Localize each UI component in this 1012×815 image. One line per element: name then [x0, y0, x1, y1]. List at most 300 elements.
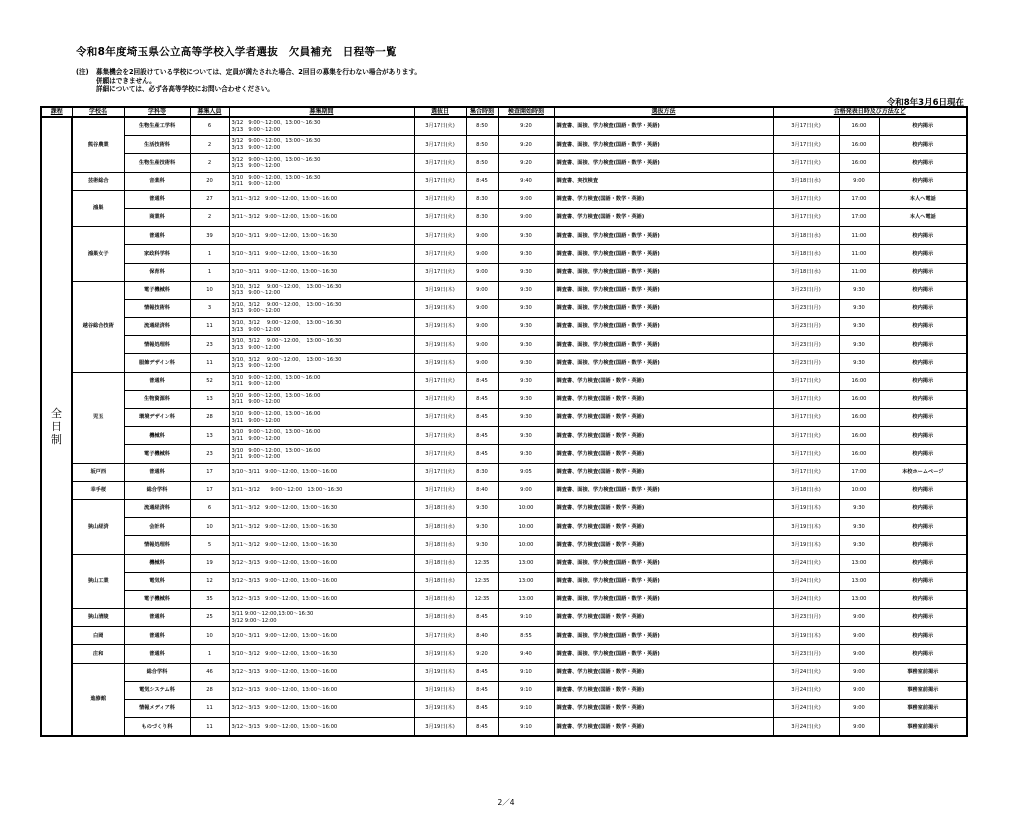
application-period	[229, 445, 414, 463]
period-line: 3/11～3/12 9:00～12:00、13:00～16:00	[231, 196, 338, 203]
exam-date: 3月18日(水)	[414, 609, 466, 627]
announcement-time: 13:00	[839, 572, 879, 590]
exam-start-time: 9:30	[498, 427, 554, 445]
capacity: 10	[190, 627, 229, 645]
announcement-date: 3月18日(水)	[773, 172, 839, 190]
table-row	[41, 645, 967, 663]
assembly-time: 9:20	[466, 645, 498, 663]
department: 生物資源科	[124, 390, 190, 408]
capacity: 39	[190, 227, 229, 245]
table-row	[41, 463, 967, 481]
selection-method: 調査書、面接、学力検査(国語・数学・英語)	[554, 136, 773, 154]
announcement-time: 16:00	[839, 427, 879, 445]
announcement-time: 9:00	[839, 645, 879, 663]
capacity: 6	[190, 499, 229, 517]
period-line: 3/13 9:00～12:00	[231, 308, 281, 315]
table-row	[41, 681, 967, 699]
application-period	[229, 518, 414, 536]
announcement-time: 9:30	[839, 281, 879, 299]
announcement-date: 3月17日(火)	[773, 463, 839, 481]
exam-date: 3月17日(火)	[414, 208, 466, 226]
exam-date: 3月17日(火)	[414, 190, 466, 208]
capacity: 2	[190, 154, 229, 172]
application-period	[229, 227, 414, 245]
period-line: 3/13 9:00～12:00	[231, 363, 281, 370]
capacity: 35	[190, 590, 229, 608]
exam-date: 3月19日(木)	[414, 645, 466, 663]
announcement-time: 11:00	[839, 263, 879, 281]
table-row	[41, 372, 967, 390]
department: 電子機械科	[124, 445, 190, 463]
department: ものづくり科	[124, 718, 190, 737]
exam-start-time: 9:10	[498, 718, 554, 737]
page-indicator: 2／4	[497, 798, 515, 807]
announcement-method: 校内掲示	[879, 318, 967, 336]
period-line: 3/10、3/12 9:00～12:00、 13:00～16:30	[231, 338, 342, 345]
exam-date: 3月18日(水)	[414, 518, 466, 536]
header-period: 募集期間	[229, 107, 414, 117]
notes	[76, 68, 421, 94]
announcement-method: 校内掲示	[879, 281, 967, 299]
period-line: 3/12～3/13 9:00～12:00、13:00～16:00	[231, 669, 338, 676]
school-name: 熊谷農業	[72, 117, 124, 172]
exam-date: 3月18日(水)	[414, 572, 466, 590]
assembly-time: 9:00	[466, 354, 498, 372]
announcement-method: 校内掲示	[879, 445, 967, 463]
announcement-time: 9:00	[839, 609, 879, 627]
table-row	[41, 227, 967, 245]
announcement-method: 校内掲示	[879, 554, 967, 572]
table-row	[41, 663, 967, 681]
announcement-method: 校内掲示	[879, 172, 967, 190]
department: 流通経済科	[124, 499, 190, 517]
department: 総合学科	[124, 481, 190, 499]
department: 流通経済科	[124, 318, 190, 336]
application-period	[229, 681, 414, 699]
course-cell	[41, 117, 72, 736]
period-line: 3/12～3/13 9:00～12:00、13:00～16:00	[231, 596, 338, 603]
header-department: 学科等	[124, 107, 190, 117]
announcement-time: 16:00	[839, 390, 879, 408]
exam-date: 3月18日(水)	[414, 499, 466, 517]
note-label: (注)	[76, 68, 89, 76]
capacity: 28	[190, 409, 229, 427]
table-row	[41, 518, 967, 536]
assembly-time: 9:00	[466, 299, 498, 317]
announcement-method: 事務室前掲示	[879, 700, 967, 718]
application-period	[229, 663, 414, 681]
capacity: 5	[190, 536, 229, 554]
period-line: 3/12～3/13 9:00～12:00、13:00～16:00	[231, 687, 338, 694]
capacity: 10	[190, 518, 229, 536]
announcement-date: 3月24日(火)	[773, 700, 839, 718]
selection-method: 調査書、学力検査(国語・数学・英語)	[554, 445, 773, 463]
application-period	[229, 299, 414, 317]
announcement-method: 校内掲示	[879, 117, 967, 136]
table-row	[41, 499, 967, 517]
announcement-date: 3月17日(火)	[773, 208, 839, 226]
announcement-method: 校内掲示	[879, 499, 967, 517]
department: 普通科	[124, 609, 190, 627]
school-name: 白岡	[72, 627, 124, 645]
assembly-time: 8:50	[466, 117, 498, 136]
exam-start-time: 9:10	[498, 663, 554, 681]
school-name: 坂戸西	[72, 463, 124, 481]
school-name: 庄和	[72, 645, 124, 663]
announcement-method: 校内掲示	[879, 427, 967, 445]
exam-date: 3月17日(火)	[414, 463, 466, 481]
exam-start-time: 13:00	[498, 572, 554, 590]
exam-start-time: 9:30	[498, 299, 554, 317]
capacity: 25	[190, 609, 229, 627]
period-line: 3/10～3/11 9:00～12:00、13:00～16:00	[231, 632, 338, 639]
period-line: 3/12 9:00～12:00、13:00～16:30	[231, 120, 321, 127]
period-line: 3/11～3/12 9:00～12:00、13:00～16:00	[231, 214, 338, 221]
announcement-time: 9:00	[839, 172, 879, 190]
period-line: 3/13 9:00～12:00	[231, 326, 281, 333]
announcement-time: 11:00	[839, 245, 879, 263]
announcement-time: 9:30	[839, 536, 879, 554]
table-row	[41, 445, 967, 463]
application-period	[229, 372, 414, 390]
header-exam-start: 検査開始時刻	[498, 107, 554, 117]
table-row	[41, 390, 967, 408]
announcement-date: 3月17日(火)	[773, 390, 839, 408]
announcement-date: 3月17日(火)	[773, 372, 839, 390]
header-announcement: 合格発表日時及び方法など	[773, 107, 967, 117]
announcement-time: 9:30	[839, 354, 879, 372]
assembly-time: 9:00	[466, 281, 498, 299]
capacity: 11	[190, 700, 229, 718]
period-line: 3/12～3/13 9:00～12:00、13:00～16:00	[231, 723, 338, 730]
selection-method: 調査書、学力検査(国語・数学・英語)	[554, 609, 773, 627]
exam-start-time: 9:30	[498, 409, 554, 427]
announcement-date: 3月18日(水)	[773, 481, 839, 499]
exam-start-time: 10:00	[498, 499, 554, 517]
announcement-date: 3月19日(木)	[773, 627, 839, 645]
assembly-time: 8:50	[466, 154, 498, 172]
exam-date: 3月17日(火)	[414, 154, 466, 172]
application-period	[229, 463, 414, 481]
capacity: 2	[190, 136, 229, 154]
capacity: 12	[190, 572, 229, 590]
announcement-date: 3月23日(月)	[773, 318, 839, 336]
period-line: 3/11 9:00～12:00	[231, 417, 281, 424]
period-line: 3/11 9:00～12:00	[231, 399, 281, 406]
announcement-method: 校内掲示	[879, 645, 967, 663]
school-name: 進修館	[72, 663, 124, 736]
assembly-time: 8:45	[466, 609, 498, 627]
course-char: 日	[51, 420, 62, 434]
exam-date: 3月17日(火)	[414, 245, 466, 263]
application-period	[229, 536, 414, 554]
period-line: 3/10、3/12 9:00～12:00、 13:00～16:30	[231, 320, 342, 327]
announcement-date: 3月17日(火)	[773, 136, 839, 154]
selection-method: 調査書、面接、学力検査(国語・数学・英語)	[554, 263, 773, 281]
department: 商業科	[124, 208, 190, 226]
assembly-time: 8:45	[466, 718, 498, 737]
department: 会計科	[124, 518, 190, 536]
selection-method: 調査書、面接、学力検査(国語・数学・英語)	[554, 154, 773, 172]
period-line: 3/10～3/11 9:00～12:00、13:00～16:30	[231, 250, 338, 257]
table-row	[41, 208, 967, 226]
table-row	[41, 718, 967, 737]
selection-method: 調査書、学力検査(国語・数学・英語)	[554, 718, 773, 737]
announcement-date: 3月17日(火)	[773, 409, 839, 427]
exam-start-time: 9:30	[498, 390, 554, 408]
school-name: 狭山工業	[72, 554, 124, 609]
period-line: 3/10 9:00～12:00、13:00～16:00	[231, 447, 321, 454]
application-period	[229, 208, 414, 226]
department: 普通科	[124, 627, 190, 645]
department: 電気科	[124, 572, 190, 590]
capacity: 20	[190, 172, 229, 190]
exam-date: 3月17日(火)	[414, 427, 466, 445]
selection-method: 調査書、面接、学力検査(国語・数学・英語)	[554, 645, 773, 663]
announcement-date: 3月23日(月)	[773, 645, 839, 663]
period-line: 3/10 9:00～12:00、13:00～16:00	[231, 393, 321, 399]
selection-method: 調査書、学力検査(国語・数学・英語)	[554, 536, 773, 554]
school-name: 鴻巣	[72, 190, 124, 226]
period-line: 3/11～3/12 9:00～12:00、13:00～16:30	[231, 523, 338, 530]
application-period	[229, 281, 414, 299]
table-row	[41, 427, 967, 445]
exam-start-time: 9:05	[498, 463, 554, 481]
exam-start-time: 9:40	[498, 645, 554, 663]
assembly-time: 8:50	[466, 136, 498, 154]
selection-method: 調査書、面接、学力検査(国語・数学・英語)	[554, 245, 773, 263]
selection-method: 調査書、学力検査(国語・数学・英語)	[554, 463, 773, 481]
period-line: 3/11 9:00～12:00,13:00～16:30	[231, 611, 314, 618]
application-period	[229, 409, 414, 427]
capacity: 19	[190, 554, 229, 572]
exam-start-time: 10:00	[498, 518, 554, 536]
exam-date: 3月17日(火)	[414, 390, 466, 408]
exam-date: 3月18日(水)	[414, 536, 466, 554]
application-period	[229, 627, 414, 645]
as-of-date: 令和8年3月6日現在	[886, 98, 964, 108]
department: 情報メディア科	[124, 700, 190, 718]
application-period	[229, 590, 414, 608]
capacity: 1	[190, 645, 229, 663]
period-line: 3/11 9:00～12:00	[231, 381, 281, 388]
application-period	[229, 318, 414, 336]
selection-method: 調査書、学力検査(国語・数学・英語)	[554, 700, 773, 718]
schedule-table	[40, 106, 968, 737]
announcement-date: 3月23日(月)	[773, 299, 839, 317]
selection-method: 調査書、学力検査(国語・数学・英語)	[554, 372, 773, 390]
selection-method: 調査書、実技検査	[554, 172, 773, 190]
period-line: 3/12 9:00～12:00、13:00～16:30	[231, 138, 321, 145]
exam-start-time: 9:30	[498, 281, 554, 299]
application-period	[229, 154, 414, 172]
announcement-method: 校内掲示	[879, 627, 967, 645]
selection-method: 調査書、面接、学力検査(国語・数学・英語)	[554, 318, 773, 336]
announcement-date: 3月24日(火)	[773, 718, 839, 737]
assembly-time: 8:45	[466, 663, 498, 681]
selection-method: 調査書、学力検査(国語・数学・英語)	[554, 518, 773, 536]
capacity: 13	[190, 427, 229, 445]
assembly-time: 8:45	[466, 700, 498, 718]
announcement-date: 3月17日(火)	[773, 154, 839, 172]
table-row	[41, 409, 967, 427]
application-period	[229, 117, 414, 136]
selection-method: 調査書、面接、学力検査(国語・数学・英語)	[554, 627, 773, 645]
announcement-method: 校内掲示	[879, 154, 967, 172]
assembly-time: 8:30	[466, 463, 498, 481]
announcement-time: 17:00	[839, 463, 879, 481]
assembly-time: 9:00	[466, 263, 498, 281]
assembly-time: 8:45	[466, 427, 498, 445]
exam-start-time: 9:10	[498, 681, 554, 699]
announcement-date: 3月19日(木)	[773, 499, 839, 517]
school-name: 越谷総合技術	[72, 281, 124, 372]
department: 生物生産技術科	[124, 154, 190, 172]
announcement-date: 3月19日(木)	[773, 536, 839, 554]
application-period	[229, 263, 414, 281]
period-line: 3/12～3/13 9:00～12:00、13:00～16:00	[231, 559, 338, 566]
period-line: 3/11 9:00～12:00	[231, 181, 281, 188]
capacity: 28	[190, 681, 229, 699]
announcement-time: 9:00	[839, 663, 879, 681]
selection-method: 調査書、学力検査(国語・数学・英語)	[554, 681, 773, 699]
assembly-time: 12:35	[466, 590, 498, 608]
school-name: 狭山経済	[72, 499, 124, 554]
capacity: 10	[190, 281, 229, 299]
application-period	[229, 700, 414, 718]
period-line: 3/12～3/13 9:00～12:00、13:00～16:00	[231, 578, 338, 585]
announcement-time: 9:30	[839, 518, 879, 536]
department: 生活技術科	[124, 136, 190, 154]
application-period	[229, 390, 414, 408]
department: 機械科	[124, 427, 190, 445]
table-row	[41, 281, 967, 299]
exam-start-time: 9:10	[498, 700, 554, 718]
department: 普通科	[124, 372, 190, 390]
selection-method: 調査書、面接、学力検査(国語・数学・英語)	[554, 336, 773, 354]
department: 音楽科	[124, 172, 190, 190]
selection-method: 調査書、面接、学力検査(国語・数学・英語)	[554, 572, 773, 590]
table-row	[41, 172, 967, 190]
announcement-date: 3月23日(月)	[773, 281, 839, 299]
assembly-time: 9:00	[466, 245, 498, 263]
selection-method: 調査書、学力検査(国語・数学・英語)	[554, 190, 773, 208]
application-period	[229, 718, 414, 737]
table-row	[41, 700, 967, 718]
department: 情報処理科	[124, 536, 190, 554]
announcement-method: 校内掲示	[879, 390, 967, 408]
assembly-time: 12:35	[466, 554, 498, 572]
exam-date: 3月17日(火)	[414, 227, 466, 245]
announcement-time: 9:00	[839, 681, 879, 699]
assembly-time: 8:30	[466, 190, 498, 208]
table-row	[41, 190, 967, 208]
exam-start-time: 9:00	[498, 481, 554, 499]
table-body	[41, 117, 967, 736]
exam-date: 3月19日(木)	[414, 281, 466, 299]
capacity: 13	[190, 390, 229, 408]
department: 電子機械科	[124, 590, 190, 608]
period-line: 3/12～3/13 9:00～12:00、13:00～16:00	[231, 705, 338, 712]
department: 総合学科	[124, 663, 190, 681]
announcement-method: 事務室前掲示	[879, 681, 967, 699]
application-period	[229, 336, 414, 354]
selection-method: 調査書、学力検査(国語・数学・英語)	[554, 208, 773, 226]
exam-start-time: 9:30	[498, 372, 554, 390]
assembly-time: 8:45	[466, 445, 498, 463]
application-period	[229, 645, 414, 663]
exam-date: 3月17日(火)	[414, 263, 466, 281]
capacity: 11	[190, 354, 229, 372]
capacity: 23	[190, 336, 229, 354]
announcement-time: 11:00	[839, 227, 879, 245]
period-line: 3/11 9:00～12:00	[231, 435, 281, 442]
announcement-method: 校内掲示	[879, 481, 967, 499]
announcement-time: 9:30	[839, 299, 879, 317]
period-line: 3/10、3/12 9:00～12:00、 13:00～16:30	[231, 283, 342, 290]
selection-method: 調査書、学力検査(国語・数学・英語)	[554, 663, 773, 681]
table-row	[41, 572, 967, 590]
exam-start-time: 9:30	[498, 336, 554, 354]
application-period	[229, 190, 414, 208]
announcement-method: 本校ホームページ	[879, 463, 967, 481]
exam-date: 3月17日(火)	[414, 445, 466, 463]
note-line: 併願はできません。	[96, 76, 156, 85]
announcement-date: 3月24日(火)	[773, 572, 839, 590]
course-char: 全	[51, 407, 62, 421]
exam-start-time: 10:00	[498, 536, 554, 554]
announcement-date: 3月19日(木)	[773, 518, 839, 536]
assembly-time: 12:35	[466, 572, 498, 590]
announcement-method: 校内掲示	[879, 245, 967, 263]
announcement-time: 9:30	[839, 499, 879, 517]
table-row	[41, 536, 967, 554]
table-row	[41, 299, 967, 317]
announcement-time: 16:00	[839, 409, 879, 427]
selection-method: 調査書、学力検査(国語・数学・英語)	[554, 390, 773, 408]
header-course: 課程	[41, 107, 72, 117]
application-period	[229, 499, 414, 517]
department: 機械科	[124, 554, 190, 572]
application-period	[229, 427, 414, 445]
period-line: 3/10、3/12 9:00～12:00、 13:00～16:30	[231, 302, 342, 309]
department: 環境デザイン科	[124, 409, 190, 427]
exam-start-time: 13:00	[498, 554, 554, 572]
selection-method: 調査書、面接、学力検査(国語・数学・英語)	[554, 554, 773, 572]
exam-date: 3月19日(木)	[414, 718, 466, 737]
table-row	[41, 117, 967, 136]
table-row	[41, 318, 967, 336]
exam-date: 3月19日(木)	[414, 336, 466, 354]
period-line: 3/11～3/12 9:00～12:00 13:00～16:30	[231, 487, 343, 494]
assembly-time: 8:45	[466, 372, 498, 390]
exam-start-time: 9:20	[498, 117, 554, 136]
period-line: 3/10～3/11 9:00～12:00、13:00～16:00	[231, 468, 338, 475]
table-row	[41, 590, 967, 608]
header-capacity: 募集人員	[190, 107, 229, 117]
school-name: 狭山清陵	[72, 609, 124, 627]
school-name: 児玉	[72, 372, 124, 463]
selection-method: 調査書、学力検査(国語・数学・英語)	[554, 499, 773, 517]
application-period	[229, 245, 414, 263]
announcement-method: 校内掲示	[879, 518, 967, 536]
announcement-time: 9:00	[839, 627, 879, 645]
exam-date: 3月19日(木)	[414, 663, 466, 681]
announcement-date: 3月24日(火)	[773, 663, 839, 681]
announcement-method: 校内掲示	[879, 136, 967, 154]
school-name: 芸術総合	[72, 172, 124, 190]
selection-method: 調査書、面接、学力検査(国語・数学・英語)	[554, 227, 773, 245]
